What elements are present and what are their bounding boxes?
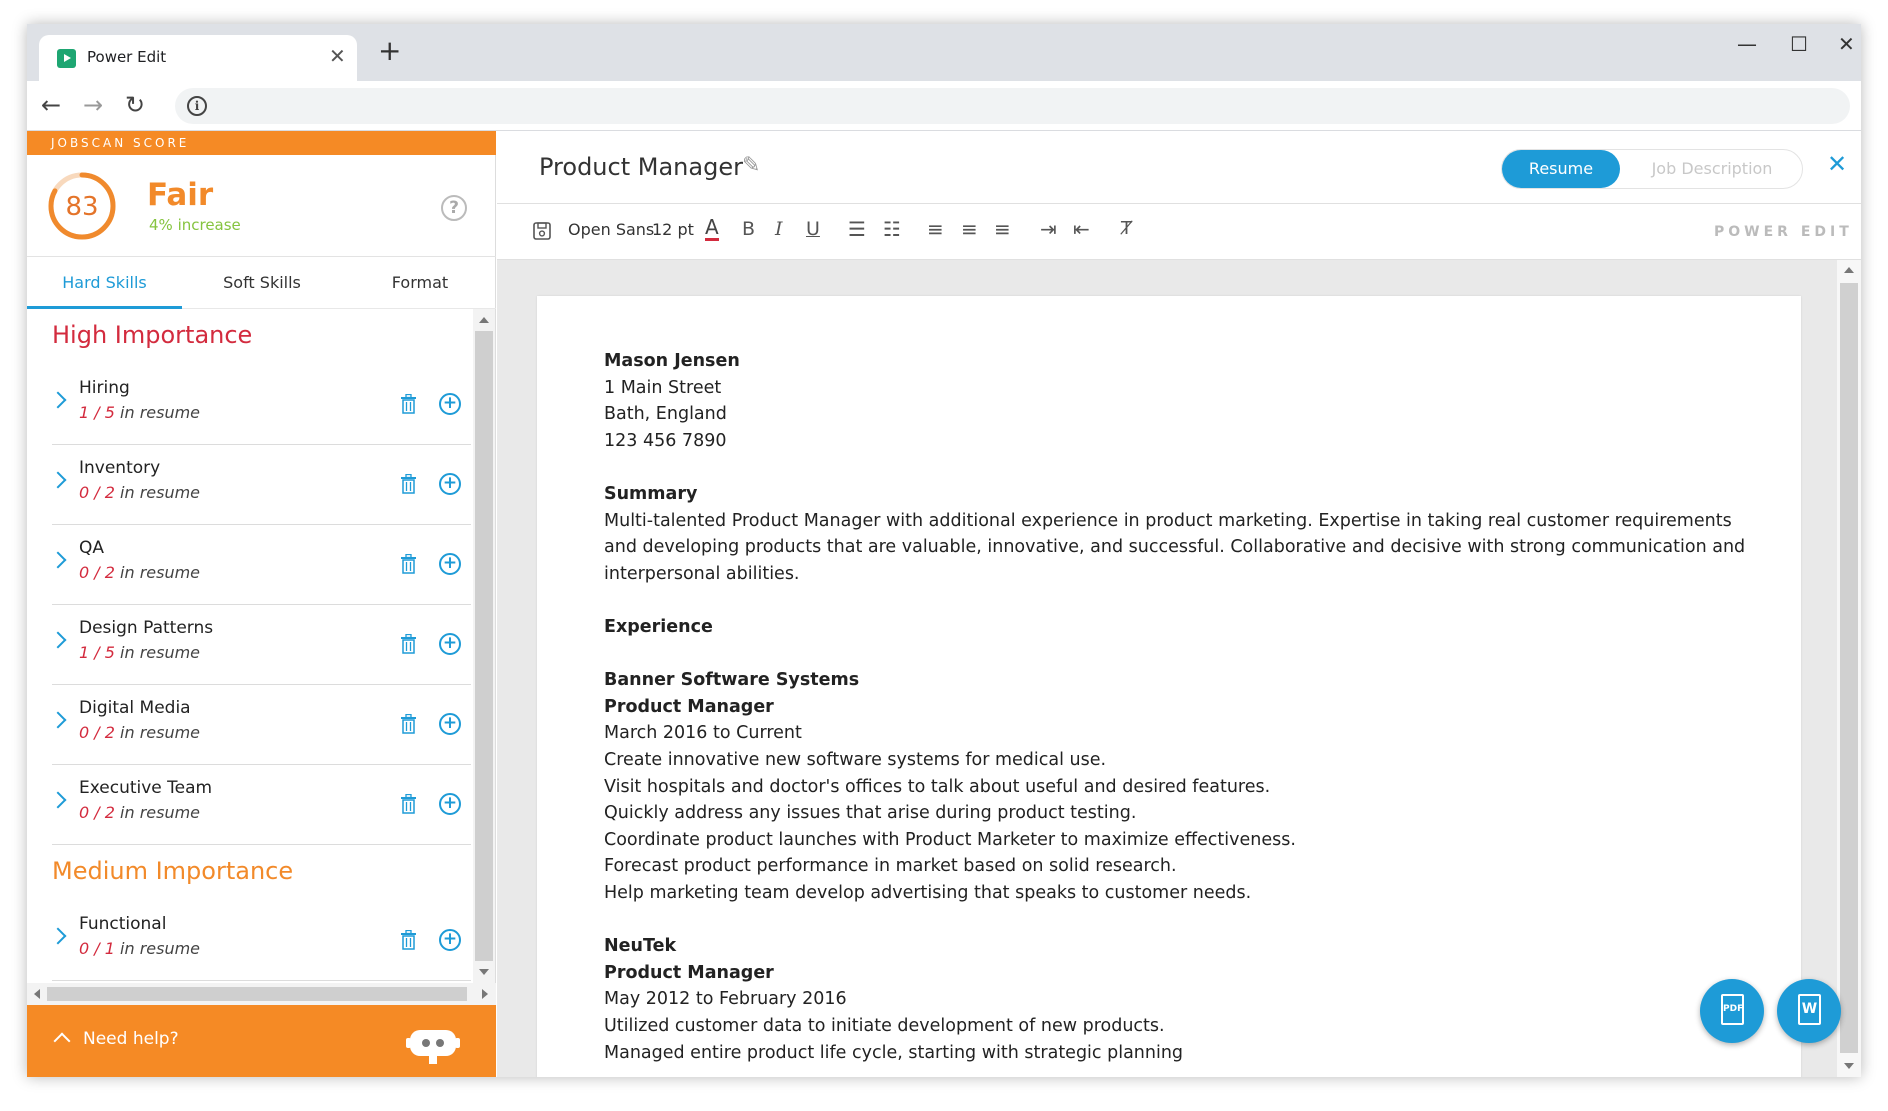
- add-skill-icon[interactable]: +: [439, 929, 461, 951]
- skill-count: [79, 803, 200, 822]
- skill-name: Design Patterns: [79, 618, 214, 638]
- skill-count-value: 0 / 2: [79, 483, 115, 502]
- pencil-edit-icon[interactable]: ✎: [742, 153, 761, 178]
- omnibox[interactable]: [175, 88, 1850, 124]
- document-area: [497, 260, 1837, 1077]
- section-title: High Importance: [52, 321, 253, 349]
- add-skill-icon[interactable]: +: [439, 633, 461, 655]
- chevron-right-icon[interactable]: [50, 792, 67, 809]
- power-edit-brand: POWER EDIT: [1714, 224, 1853, 240]
- score-value: 83: [65, 192, 99, 222]
- align-right-icon[interactable]: ≡: [994, 217, 1011, 241]
- indent-icon[interactable]: ⇥: [1040, 217, 1057, 241]
- skill-name: QA: [79, 538, 105, 558]
- resume-toggle-button[interactable]: Resume: [1502, 150, 1620, 188]
- trash-icon[interactable]: [400, 714, 417, 734]
- skill-name: Digital Media: [79, 698, 191, 718]
- trash-icon[interactable]: [400, 474, 417, 494]
- resume-line: Create innovative new software systems for medical use.: [604, 750, 1107, 770]
- document-title[interactable]: Product Manager: [539, 153, 743, 181]
- outdent-icon[interactable]: ⇤: [1073, 217, 1090, 241]
- resume-line: May 2012 to February 2016: [604, 989, 847, 1010]
- scroll-up-arrow-icon[interactable]: [479, 317, 489, 323]
- trash-icon[interactable]: [400, 930, 417, 950]
- skill-count-suffix: in resume: [120, 403, 201, 422]
- chevron-right-icon[interactable]: [50, 928, 67, 945]
- editor-header: [497, 131, 1861, 204]
- section-title: Medium Importance: [52, 857, 294, 885]
- power-edit-favicon-icon: [57, 49, 76, 68]
- chevron-right-icon[interactable]: [50, 392, 67, 409]
- italic-icon[interactable]: I: [775, 218, 783, 240]
- resume-heading: Experience: [604, 617, 713, 637]
- trash-icon[interactable]: [400, 634, 417, 654]
- word-file-icon: W: [1798, 994, 1821, 1025]
- chevron-right-icon[interactable]: [50, 472, 67, 489]
- resume-line: 123 456 7890: [604, 430, 727, 451]
- bullet-list-icon[interactable]: ☰: [848, 217, 866, 241]
- font-size-select[interactable]: 12 pt: [652, 220, 694, 239]
- add-skill-icon[interactable]: +: [439, 553, 461, 575]
- skill-tabs: [27, 257, 496, 309]
- skill-count-value: 0 / 2: [79, 803, 115, 822]
- skill-row[interactable]: [52, 365, 471, 445]
- resume-line: Visit hospitals and doctor's offices to talk about useful and desired features.: [604, 776, 1271, 797]
- chevron-right-icon[interactable]: [50, 632, 67, 649]
- resume-heading: Product Manager: [604, 696, 774, 717]
- skill-count-value: 1 / 5: [79, 643, 115, 662]
- add-skill-icon[interactable]: +: [439, 713, 461, 735]
- add-skill-icon[interactable]: +: [439, 393, 461, 415]
- chevron-right-icon[interactable]: [50, 712, 67, 729]
- skill-count: [79, 403, 200, 422]
- skill-name: Hiring: [79, 378, 130, 398]
- resume-line: Forecast product performance in market based on solid research.: [604, 856, 1177, 877]
- question-mark-icon[interactable]: ?: [441, 195, 467, 221]
- resume-line: Bath, England: [604, 404, 727, 425]
- bold-icon[interactable]: B: [742, 218, 756, 240]
- resume-heading: Mason Jensen: [604, 351, 740, 371]
- skill-row[interactable]: [52, 445, 471, 525]
- skill-count-suffix: in resume: [120, 483, 201, 502]
- resume-line: March 2016 to Current: [604, 723, 802, 744]
- resume-line: interpersonal abilities.: [604, 563, 800, 584]
- skill-name: Executive Team: [79, 778, 213, 798]
- score-panel: [27, 131, 496, 1077]
- skill-count: [79, 643, 200, 662]
- need-help-bar[interactable]: [27, 1005, 496, 1077]
- underline-icon[interactable]: U: [806, 218, 820, 240]
- score-change: 4% increase: [149, 216, 241, 234]
- robot-icon: [406, 1024, 460, 1064]
- resume-line: and developing products that are valuable, innovative, and successful. Collaborative and decisive with strong communication and: [604, 537, 1746, 558]
- clear-formatting-icon[interactable]: Ⱦ: [1121, 218, 1132, 239]
- forward-arrow-icon[interactable]: →: [83, 91, 104, 119]
- info-icon[interactable]: i: [187, 96, 207, 116]
- close-editor-icon[interactable]: ✕: [1827, 150, 1848, 178]
- skill-count-value: 0 / 2: [79, 723, 115, 742]
- need-help-label: Need help?: [83, 1029, 179, 1049]
- skill-row[interactable]: [52, 685, 471, 765]
- tab-title: Power Edit: [87, 48, 167, 66]
- document-scroll-thumb[interactable]: [1840, 283, 1858, 1053]
- resume-line: Managed entire product life cycle, starting with strategic planning: [604, 1042, 1184, 1063]
- browser-window: [27, 24, 1861, 1077]
- tab-bar: [27, 24, 1861, 81]
- resume-line: Utilized customer data to initiate development of new products.: [604, 1016, 1165, 1036]
- pdf-file-icon: PDF: [1721, 994, 1744, 1025]
- resume-line: Multi-talented Product Manager with additional experience in product marketing. Expertise in taking real customer requirements: [604, 510, 1732, 531]
- save-icon[interactable]: [533, 222, 551, 240]
- back-arrow-icon[interactable]: ←: [41, 91, 62, 119]
- score-band-label: JOBSCAN SCORE: [27, 131, 496, 155]
- resume-line: Coordinate product launches with Product Marketer to maximize effectiveness.: [604, 829, 1296, 850]
- skill-count: [79, 483, 200, 502]
- skill-count-suffix: in resume: [120, 643, 201, 662]
- skill-row[interactable]: [52, 765, 471, 845]
- tab-close-icon[interactable]: ✕: [329, 44, 346, 68]
- resume-line: 1 Main Street: [604, 377, 722, 398]
- resume-heading: Summary: [604, 484, 698, 504]
- resume-line: Quickly address any issues that arise during product testing.: [604, 803, 1137, 824]
- trash-icon[interactable]: [400, 794, 417, 814]
- resume-heading: Banner Software Systems: [604, 670, 860, 691]
- chevron-right-icon[interactable]: [50, 552, 67, 569]
- skill-row[interactable]: [52, 525, 471, 605]
- skill-count-value: 0 / 2: [79, 563, 115, 582]
- tab-format[interactable]: Format: [391, 273, 449, 292]
- skill-count-suffix: in resume: [120, 723, 201, 742]
- score-summary: [27, 155, 496, 257]
- tab-hard-skills[interactable]: Hard Skills: [27, 257, 182, 309]
- numbered-list-icon[interactable]: ☷: [883, 217, 901, 241]
- align-center-icon[interactable]: ≡: [961, 217, 978, 241]
- resume-heading: NeuTek: [604, 936, 677, 957]
- minimize-button[interactable]: —: [1737, 32, 1757, 56]
- doc-scroll-down-arrow-icon[interactable]: [1844, 1063, 1854, 1069]
- add-skill-icon[interactable]: +: [439, 473, 461, 495]
- editor-panel: [497, 131, 1861, 1077]
- resume-heading: Product Manager: [604, 962, 774, 983]
- skill-count: [79, 939, 200, 958]
- formatting-toolbar: [497, 204, 1861, 260]
- new-tab-button[interactable]: +: [378, 34, 402, 67]
- reload-icon[interactable]: ↻: [125, 91, 146, 119]
- resume-page[interactable]: [537, 296, 1801, 1077]
- maximize-button[interactable]: ☐: [1790, 32, 1808, 56]
- job-description-toggle-button[interactable]: Job Description: [1651, 159, 1773, 178]
- skill-count-value: 0 / 1: [79, 939, 115, 958]
- skill-name: Inventory: [79, 458, 161, 478]
- browser-tab[interactable]: [39, 35, 357, 81]
- add-skill-icon[interactable]: +: [439, 793, 461, 815]
- scroll-right-arrow-icon[interactable]: [482, 989, 488, 999]
- skills-horizontal-thumb[interactable]: [47, 987, 467, 1001]
- tab-soft-skills[interactable]: Soft Skills: [223, 273, 301, 292]
- doc-scroll-up-arrow-icon[interactable]: [1844, 267, 1854, 273]
- skill-count-suffix: in resume: [120, 563, 201, 582]
- address-bar: [27, 81, 1861, 131]
- skill-count-suffix: in resume: [120, 939, 201, 958]
- chevron-up-icon: [54, 1033, 71, 1050]
- score-rating: Fair: [147, 177, 214, 213]
- trash-icon[interactable]: [400, 394, 417, 414]
- download-pdf-button[interactable]: [1700, 979, 1764, 1043]
- skill-row[interactable]: [52, 605, 471, 685]
- font-color-icon[interactable]: A: [705, 215, 719, 239]
- skills-scroll-thumb[interactable]: [475, 331, 493, 961]
- skill-count-value: 1 / 5: [79, 403, 115, 422]
- close-window-button[interactable]: ✕: [1838, 32, 1855, 56]
- scroll-left-arrow-icon[interactable]: [34, 989, 40, 999]
- scroll-down-arrow-icon[interactable]: [479, 969, 489, 975]
- resume-line: Help marketing team develop advertising that speaks to customer needs.: [604, 883, 1252, 903]
- skill-name: Functional: [79, 914, 167, 934]
- font-family-select[interactable]: Open Sans: [568, 220, 655, 239]
- skills-list: [27, 309, 473, 983]
- skill-count-suffix: in resume: [120, 803, 201, 822]
- trash-icon[interactable]: [400, 554, 417, 574]
- download-word-button[interactable]: [1777, 979, 1841, 1043]
- skill-row[interactable]: [52, 901, 471, 981]
- skill-count: [79, 563, 200, 582]
- align-left-icon[interactable]: ≡: [927, 217, 944, 241]
- skill-count: [79, 723, 200, 742]
- resume-job-toggle: [1501, 149, 1803, 189]
